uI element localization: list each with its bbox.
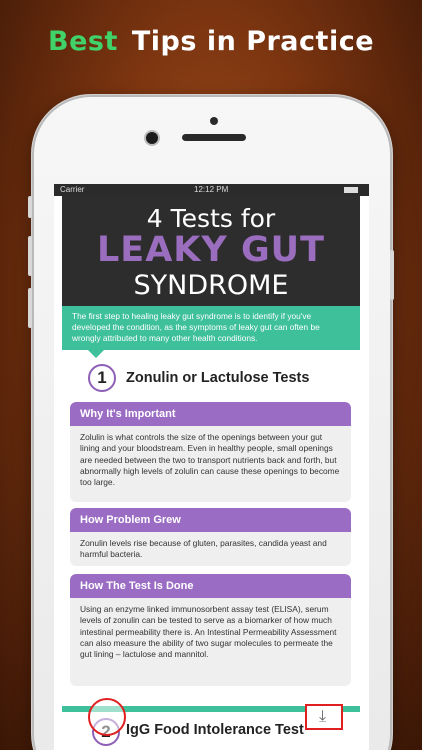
intro-text: The first step to healing leaky gut syndrome is to identify if you've developed the condition, as the symptoms of leaky gut can often be wrongly attributed to many other health conditions. bbox=[62, 306, 360, 350]
power-button bbox=[390, 250, 394, 300]
back-icon[interactable] bbox=[88, 698, 126, 736]
status-bar bbox=[54, 184, 369, 196]
battery-icon bbox=[344, 187, 358, 193]
test2-title: IgG Food Intolerance Test bbox=[126, 722, 304, 738]
title-line3: SYNDROME bbox=[133, 270, 289, 301]
panel-how-problem-grew bbox=[70, 508, 351, 566]
front-sensor bbox=[210, 117, 218, 125]
download-icon: ⤓ bbox=[319, 708, 327, 725]
promo-headline bbox=[0, 26, 422, 57]
panel-heading: How The Test Is Done bbox=[70, 574, 351, 598]
carrier-label: Carrier bbox=[60, 185, 85, 194]
app-screen bbox=[54, 184, 369, 750]
title-line1: 4 Tests for bbox=[146, 204, 276, 233]
earpiece-speaker bbox=[182, 134, 246, 141]
mute-switch bbox=[28, 196, 32, 218]
panel-body: Zonulin levels rise because of gluten, parasites, candida yeast and harmful bacteria. bbox=[80, 538, 327, 560]
front-camera bbox=[146, 132, 158, 144]
infographic[interactable] bbox=[62, 196, 360, 750]
headline-accent: Best bbox=[47, 26, 118, 57]
intro-pointer bbox=[88, 350, 104, 358]
title-block bbox=[62, 196, 360, 306]
volume-down-button bbox=[28, 288, 32, 328]
panel-body: Using an enzyme linked immunosorbent assay test (ELISA), serum levels of zonulin can be tested to serve as a biomarker of how much intestinal permeability there is. An Intestinal Permeability Assessment can also measure the ability of two sugar molecules to permeate the gut lining – lactulose and mannitol. bbox=[80, 604, 337, 660]
status-time: 12:12 PM bbox=[194, 185, 229, 194]
test1-title: Zonulin or Lactulose Tests bbox=[126, 370, 310, 386]
headline-rest: Tips in Practice bbox=[131, 26, 375, 57]
test1-number: 1 bbox=[88, 364, 116, 392]
panel-why-important bbox=[70, 402, 351, 502]
panel-how-test-done bbox=[70, 574, 351, 686]
panel-heading: How Problem Grew bbox=[70, 508, 351, 532]
download-button[interactable] bbox=[305, 704, 343, 730]
title-line2: LEAKY GUT bbox=[97, 230, 325, 270]
volume-up-button bbox=[28, 236, 32, 276]
panel-heading: Why It's Important bbox=[70, 402, 351, 426]
panel-body: Zolulin is what controls the size of the openings between your gut lining and your bloodstream. Even in healthy people, small openings are needed between the two to transport nutrients back and forth, but abnormally high levels of zolulin can cause these openings to become too large. bbox=[80, 432, 340, 488]
